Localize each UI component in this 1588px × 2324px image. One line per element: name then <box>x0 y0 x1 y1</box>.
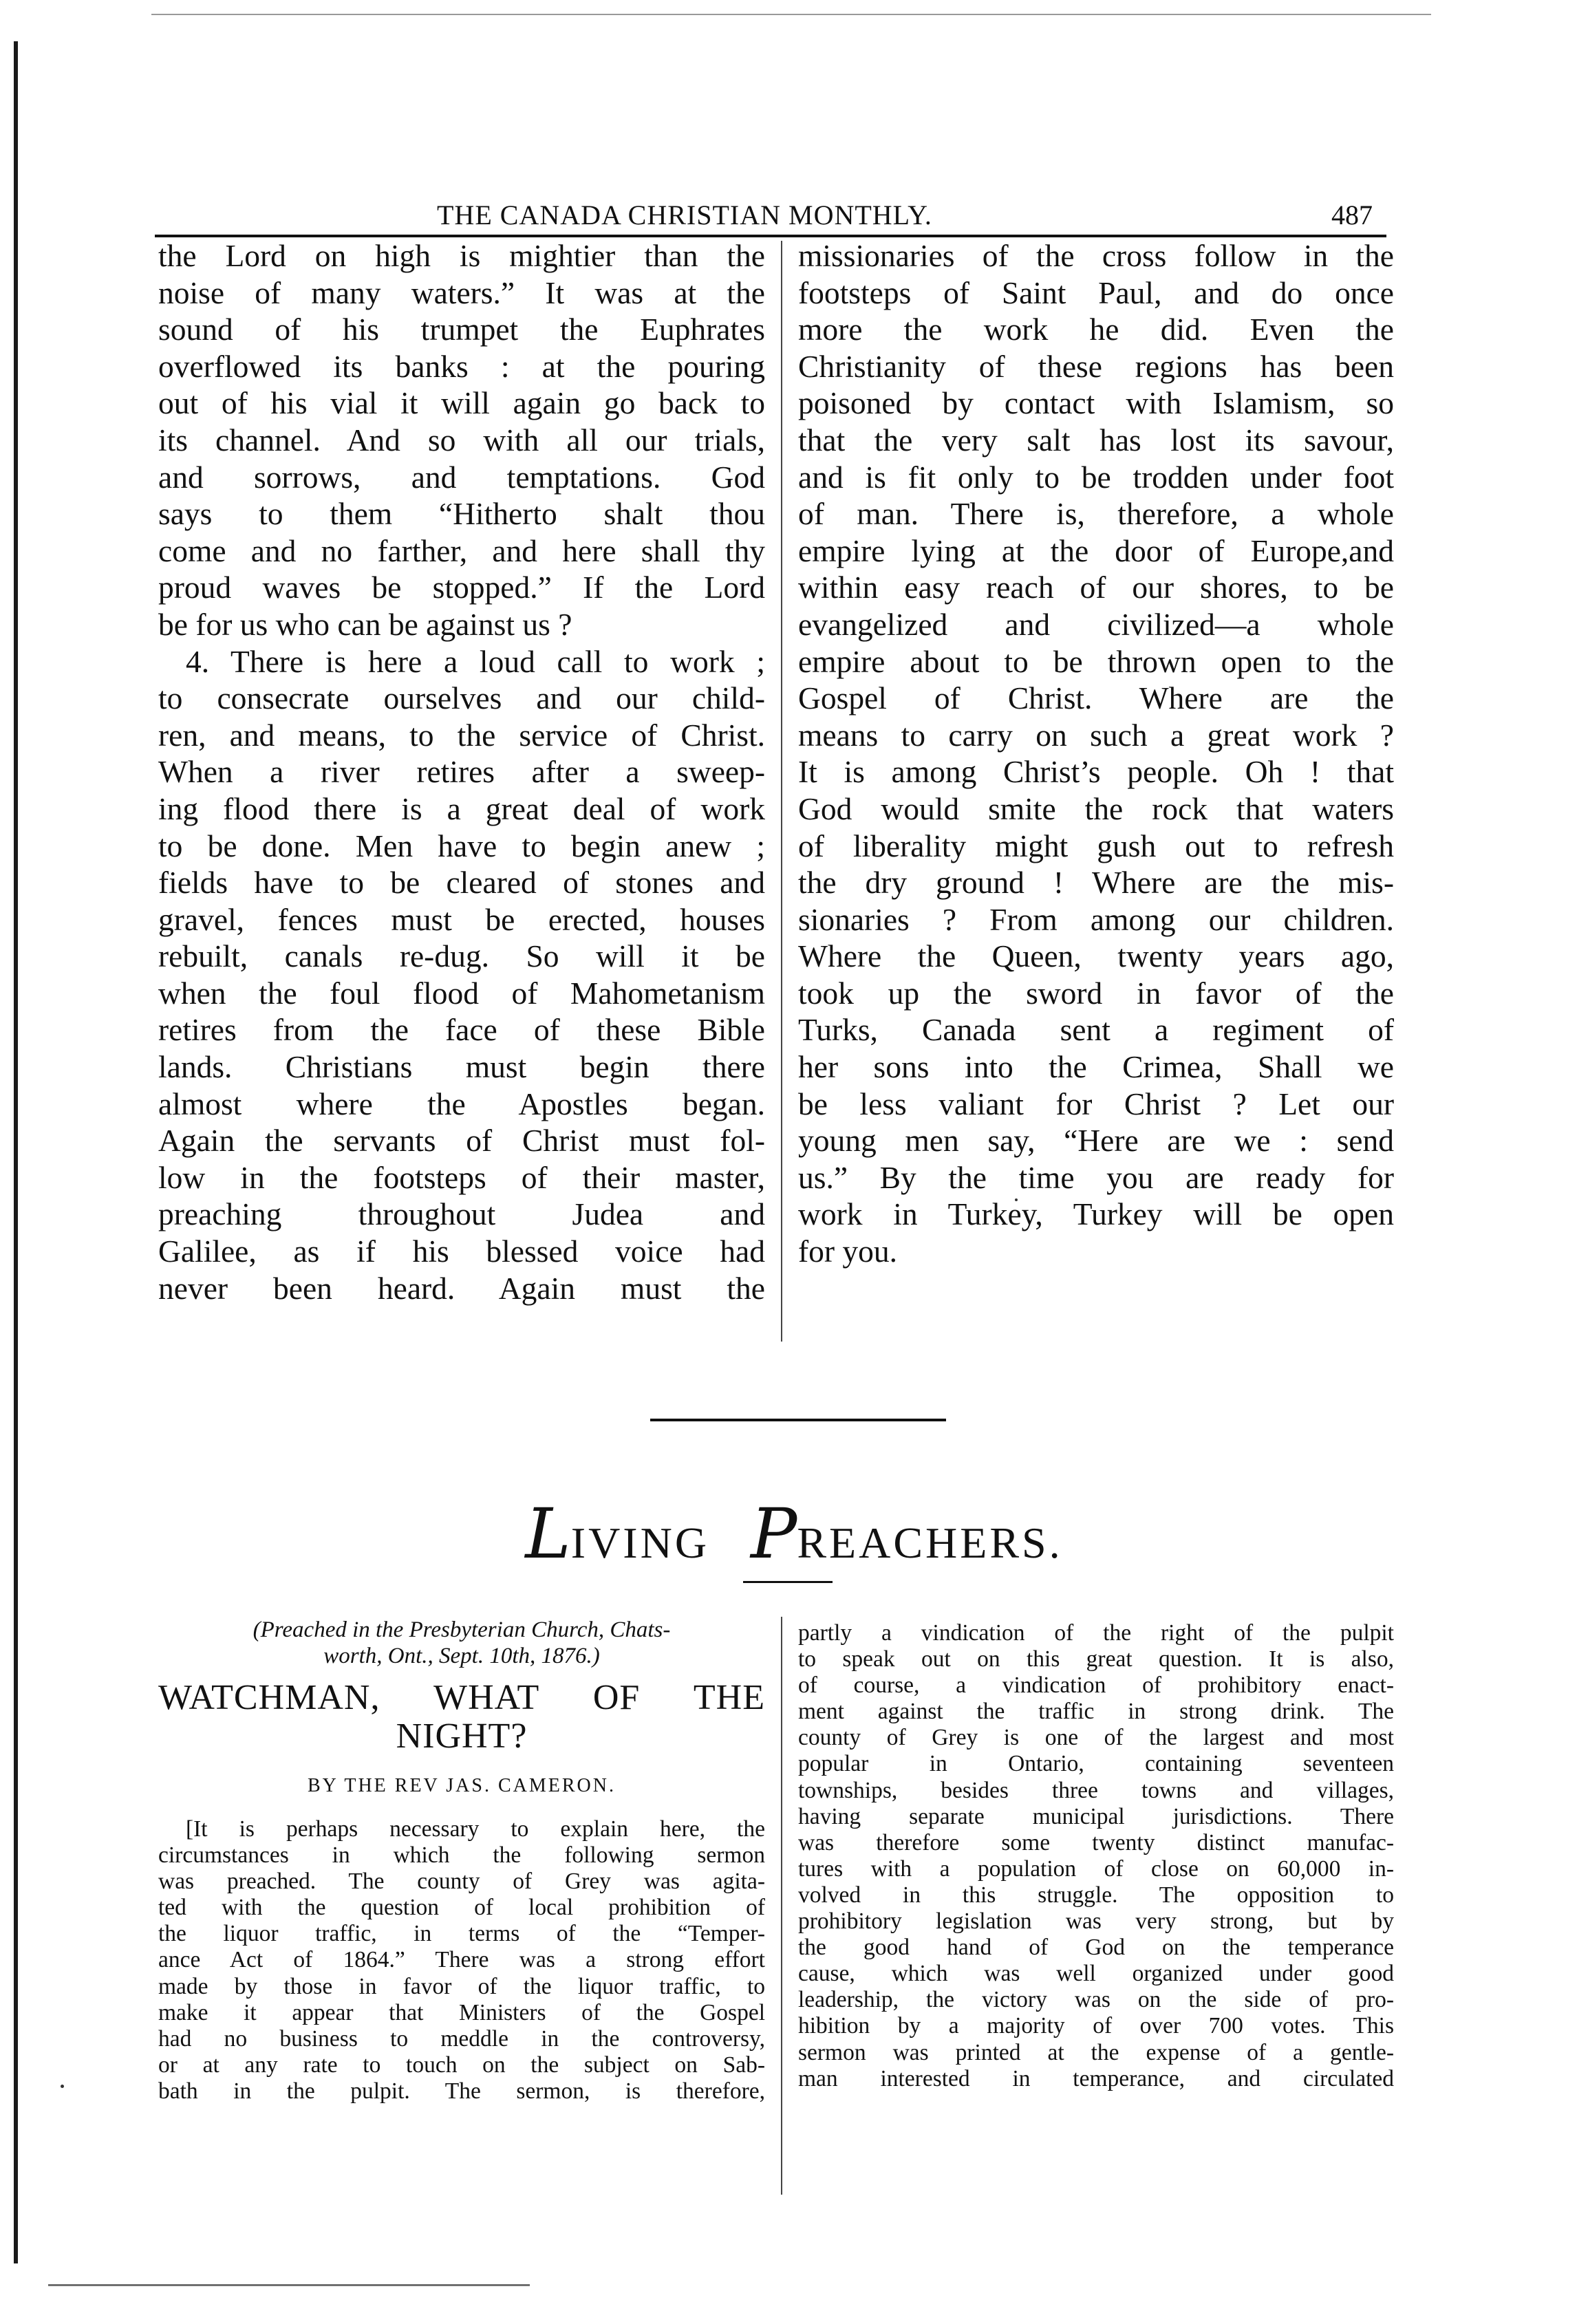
text-line: that the very salt has lost its savour, <box>798 422 1394 458</box>
text-line: [It is perhaps necessary to explain here, the <box>186 1816 765 1842</box>
running-head <box>155 196 1386 237</box>
text-line: ing flood there is a great deal of work <box>158 790 765 826</box>
text-line: noise of many waters.” It was at the <box>158 275 765 310</box>
text-line: sionaries ? From among our children. <box>798 901 1394 937</box>
text-line: volved in this struggle. The opposition to <box>798 1882 1394 1908</box>
text-line: rebuilt, canals re-dug. So will it be <box>158 938 765 974</box>
text-line: God would smite the rock that waters <box>798 790 1394 826</box>
text-line: come and no farther, and here shall thy <box>158 532 765 568</box>
text-line: young men say, “Here are we : send <box>798 1123 1394 1159</box>
running-title: THE CANADA CHRISTIAN MONTHLY. <box>437 200 932 230</box>
preached-note-line: worth, Ont., Sept. 10th, 1876.) <box>323 1644 600 1668</box>
text-line: be for us who can be against us ? <box>158 606 572 642</box>
text-line: its channel. And so with all our trials, <box>158 422 765 458</box>
text-line: make it appear that Ministers of the Gospel <box>158 1999 765 2025</box>
scan-artifact-bottom <box>48 2284 530 2286</box>
column-rule <box>781 241 782 1342</box>
text-line: had no business to meddle in the controversy, <box>158 2025 765 2052</box>
text-line: When a river retires after a sweep- <box>158 754 765 790</box>
text-line: popular in Ontario, containing seventeen <box>798 1751 1394 1777</box>
text-line: Again the servants of Christ must fol- <box>158 1123 765 1159</box>
text-line: sound of his trumpet the Euphrates <box>158 312 765 347</box>
top-left-column <box>158 237 765 1306</box>
text-line: was preached. The county of Grey was agita- <box>158 1869 765 1895</box>
text-line: the liquor traffic, in terms of the “Temper- <box>158 1921 765 1947</box>
text-line: and is fit only to be trodden under foot <box>798 459 1394 495</box>
text-line: leadership, the victory was on the side of pro- <box>798 1987 1394 2013</box>
text-line: ance Act of 1864.” There was a strong effort <box>158 1947 765 1973</box>
text-line: out of his vial it will again go back to <box>158 385 765 421</box>
page-binding-edge <box>14 41 18 2263</box>
text-line: when the foul flood of Mahometanism <box>158 975 765 1011</box>
text-line: of liberality might gush out to refresh <box>798 828 1394 863</box>
text-line: 4. There is here a loud call to work ; <box>186 643 765 679</box>
text-line: missionaries of the cross follow in the <box>798 238 1394 273</box>
text-line: empire about to be thrown open to the <box>798 643 1394 679</box>
text-line: never been heard. Again must the <box>158 1270 765 1306</box>
text-line: ren, and means, to the service of Christ. <box>158 717 765 753</box>
text-line: the dry ground ! Where are the mis- <box>798 865 1394 901</box>
article-title-line-1: WATCHMAN, WHAT OF THE <box>158 1678 765 1717</box>
text-line: man interested in temperance, and circulated <box>798 2065 1394 2091</box>
text-line: within easy reach of our shores, to be <box>798 570 1394 605</box>
top-right-column <box>798 237 1394 1270</box>
text-line: hibition by a majority of over 700 votes. This <box>798 2013 1394 2039</box>
text-line: low in the footsteps of their master, <box>158 1159 765 1195</box>
text-line: having separate municipal jurisdictions. There <box>798 1803 1394 1829</box>
text-line: Turks, Canada sent a regiment of <box>798 1012 1394 1048</box>
page-number: 487 <box>1331 200 1373 230</box>
text-line: was therefore some twenty distinct manufac- <box>798 1829 1394 1855</box>
text-line: means to carry on such a great work ? <box>798 717 1394 753</box>
text-line: empire lying at the door of Europe,and <box>798 532 1394 568</box>
text-line: retires from the face of these Bible <box>158 1012 765 1048</box>
column-rule <box>781 1617 782 2195</box>
text-line: Galilee, as if his blessed voice had <box>158 1234 765 1269</box>
text-line: or at any rate to touch on the subject on Sab- <box>158 2052 765 2078</box>
bottom-left-column <box>158 1816 765 2105</box>
text-line: for you. <box>798 1234 898 1269</box>
section-initial-l: L <box>525 1494 571 1574</box>
section-divider <box>650 1419 946 1421</box>
text-line: made by those in favor of the liquor traffic, to <box>158 1973 765 1999</box>
text-line: It is among Christ’s people. Oh ! that <box>798 754 1394 790</box>
text-line: and sorrows, and temptations. God <box>158 459 765 495</box>
text-line: us.” By the time you are ready for <box>798 1159 1394 1195</box>
section-word-2: REACHERS. <box>797 1518 1063 1567</box>
section-initial-p: P <box>751 1494 797 1574</box>
text-line: to be done. Men have to begin anew ; <box>158 828 765 863</box>
text-line: evangelized and civilized—a whole <box>798 606 1394 642</box>
text-line: ment against the traffic in strong drink. The <box>798 1699 1394 1725</box>
text-line: poisoned by contact with Islamism, so <box>798 385 1394 421</box>
text-line: of course, a vindication of prohibitory enact- <box>798 1672 1394 1699</box>
text-line: Where the Queen, twenty years ago, <box>798 938 1394 974</box>
text-line: preaching throughout Judea and <box>158 1196 765 1232</box>
section-word-1: IVING <box>570 1518 710 1567</box>
text-line: ted with the question of local prohibition of <box>158 1895 765 1921</box>
text-line: partly a vindication of the right of the pulpit <box>798 1620 1394 1646</box>
article-title <box>158 1679 765 1756</box>
text-line: sermon was printed at the expense of a gentle- <box>798 2039 1394 2065</box>
text-line: Gospel of Christ. Where are the <box>798 680 1394 716</box>
text-line: to speak out on this great question. It is also, <box>798 1646 1394 1672</box>
scan-speck <box>61 2085 64 2088</box>
text-line: gravel, fences must be erected, houses <box>158 901 765 937</box>
text-line: county of Grey is one of the largest and most <box>798 1725 1394 1751</box>
text-line: townships, besides three towns and villages, <box>798 1777 1394 1803</box>
text-line: prohibitory legislation was very strong, but by <box>798 1908 1394 1935</box>
text-line: the good hand of God on the temperance <box>798 1935 1394 1961</box>
text-line: cause, which was well organized under good <box>798 1961 1394 1987</box>
text-line: lands. Christians must begin there <box>158 1049 765 1085</box>
text-line: proud waves be stopped.” If the Lord <box>158 570 765 605</box>
text-line: to consecrate ourselves and our child- <box>158 680 765 716</box>
text-line: footsteps of Saint Paul, and do once <box>798 275 1394 310</box>
text-line: work in Turkey, Turkey will be open <box>798 1196 1394 1232</box>
text-line: be less valiant for Christ ? Let our <box>798 1086 1394 1121</box>
text-line: almost where the Apostles began. <box>158 1086 765 1121</box>
text-line: the Lord on high is mightier than the <box>158 238 765 273</box>
section-underline <box>743 1581 833 1583</box>
preached-note <box>158 1617 765 1669</box>
text-line: her sons into the Crimea, Shall we <box>798 1049 1394 1085</box>
text-line: more the work he did. Even the <box>798 312 1394 347</box>
article-title-line-2: NIGHT? <box>396 1717 528 1756</box>
text-line: overflowed its banks : at the pouring <box>158 348 765 384</box>
text-line: of man. There is, therefore, a whole <box>798 496 1394 532</box>
text-line: says to them “Hitherto shalt thou <box>158 496 765 532</box>
section-heading <box>0 1494 1588 1574</box>
text-line: bath in the pulpit. The sermon, is therefore, <box>158 2078 765 2104</box>
byline: BY THE REV JAS. CAMERON. <box>308 1775 616 1796</box>
scan-artifact-top <box>151 14 1431 15</box>
text-line: Christianity of these regions has been <box>798 348 1394 384</box>
text-line: fields have to be cleared of stones and <box>158 865 765 901</box>
bottom-right-column <box>798 1620 1394 2092</box>
text-line: tures with a population of close on 60,000 in- <box>798 1855 1394 1882</box>
preached-note-line: (Preached in the Presbyterian Church, Chats- <box>253 1617 671 1642</box>
text-line: circumstances in which the following sermon <box>158 1842 765 1869</box>
text-line: took up the sword in favor of the <box>798 975 1394 1011</box>
